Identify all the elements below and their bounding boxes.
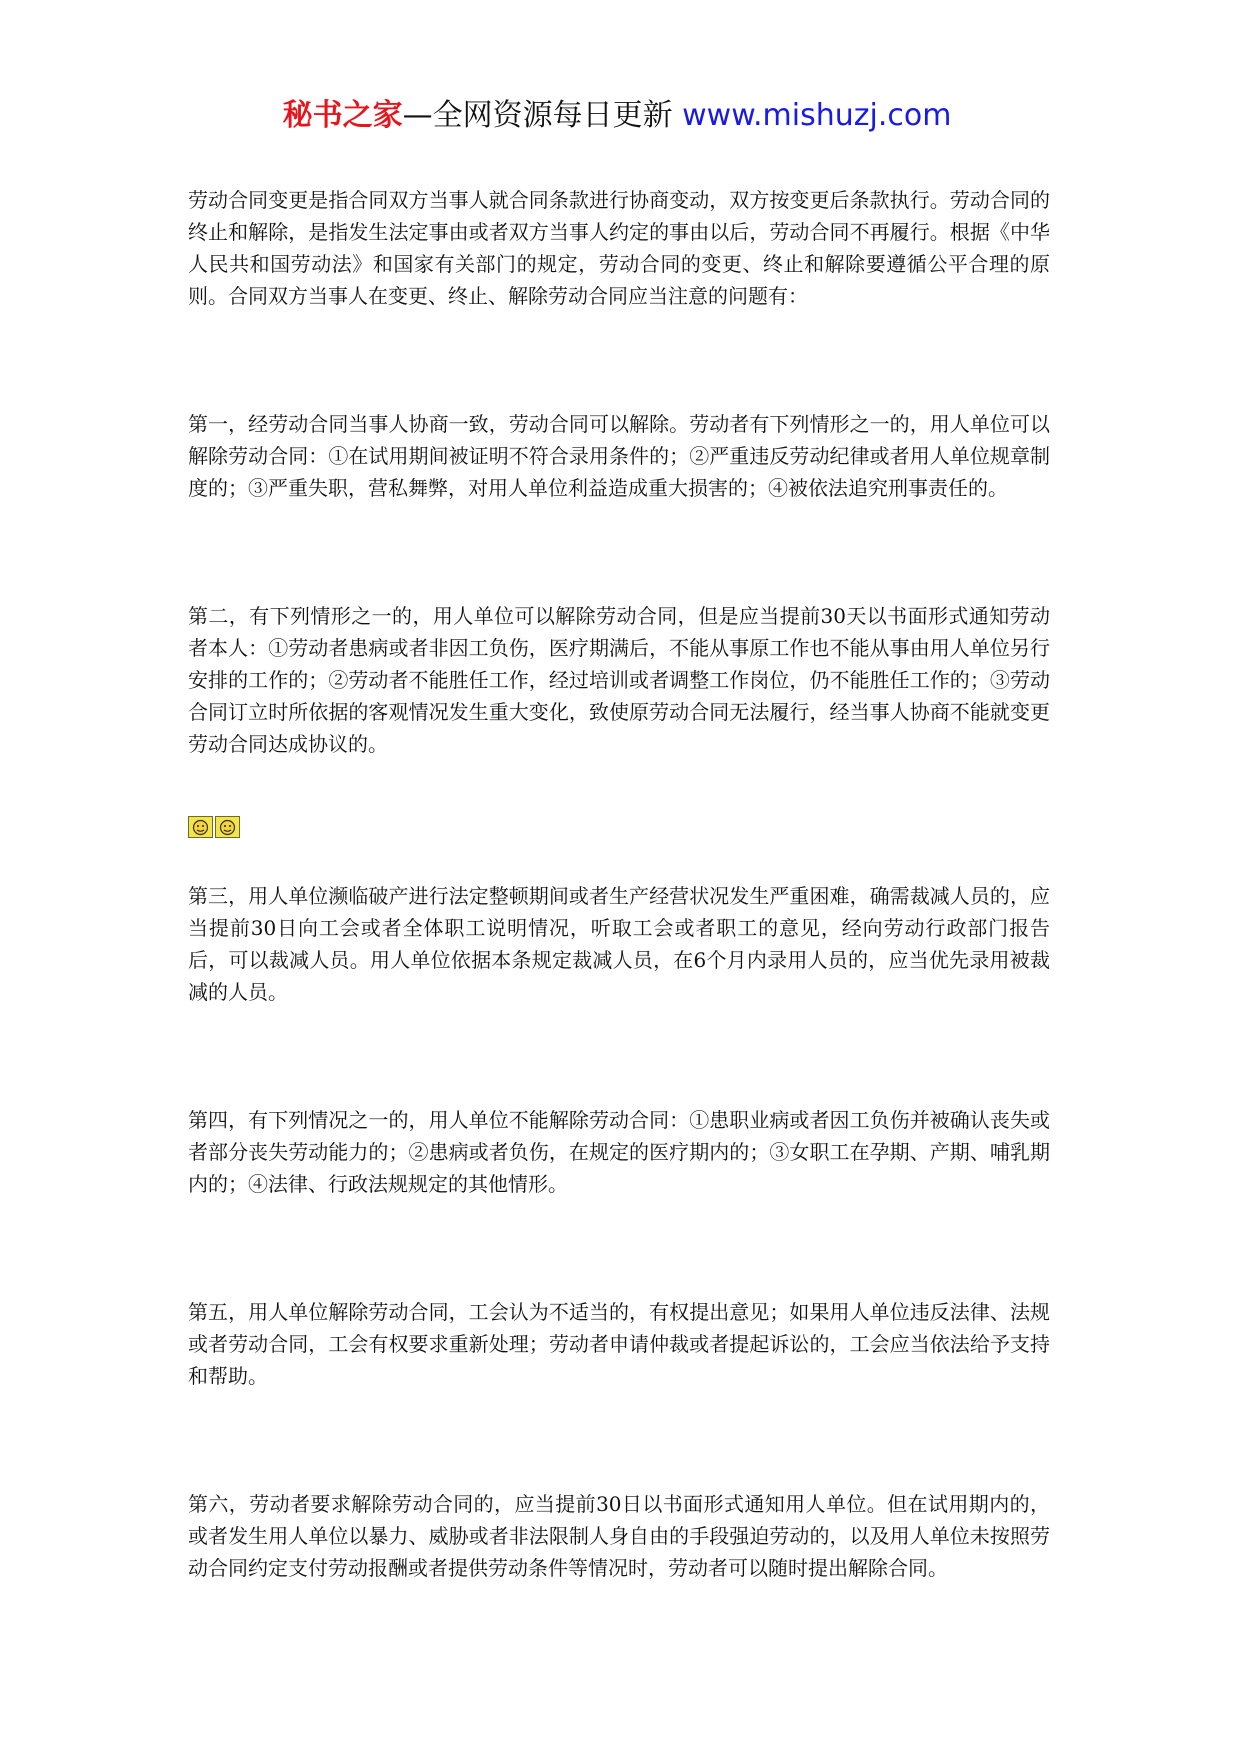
- emoji-icon-row: [188, 816, 1050, 840]
- intro-paragraph: 劳动合同变更是指合同双方当事人就合同条款进行协商变动，双方按变更后条款执行。劳动合同的终止和解除，是指发生法定事由或者双方当事人约定的事由以后，劳动合同不再履行。根据《中华人民共和国劳动法》和国家有关部门的规定，劳动合同的变更、终止和解除要遵循公平合理的原则。合同双方当事人在变更、终止、解除劳动合同应当注意的问题有：: [188, 188, 1050, 308]
- clause-1-paragraph: 第一，经劳动合同当事人协商一致，劳动合同可以解除。劳动者有下列情形之一的，用人单位可以解除劳动合同：①在试用期间被证明不符合录用条件的；②严重违反劳动纪律或者用人单位规章制度的；③严重失职，营私舞弊，对用人单位利益造成重大损害的；④被依法追究刑事责任的。: [188, 412, 1050, 500]
- clause-4-paragraph: 第四，有下列情况之一的，用人单位不能解除劳动合同：①患职业病或者因工负伤并被确认丧失或者部分丧失劳动能力的；②患病或者负伤，在规定的医疗期内的；③女职工在孕期、产期、哺乳期内的；④法律、行政法规规定的其他情形。: [188, 1108, 1050, 1196]
- emoji-icon: [215, 816, 240, 838]
- clause-5-paragraph: 第五，用人单位解除劳动合同，工会认为不适当的，有权提出意见；如果用人单位违反法律、法规或者劳动合同，工会有权要求重新处理；劳动者申请仲裁或者提起诉讼的，工会应当依法给予支持和帮助。: [188, 1300, 1050, 1388]
- header-slogan: —全网资源每日更新: [402, 98, 673, 133]
- brand-name: 秘书之家: [282, 98, 403, 133]
- clause-2-paragraph: 第二，有下列情形之一的，用人单位可以解除劳动合同，但是应当提前30天以书面形式通知劳动者本人：①劳动者患病或者非因工负伤，医疗期满后，不能从事原工作也不能从事由用人单位另行安排的工作的；②劳动者不能胜任工作，经过培训或者调整工作岗位，仍不能胜任工作的；③劳动合同订立时所依据的客观情况发生重大变化，致使原劳动合同无法履行，经当事人协商不能就变更劳动合同达成协议的。: [188, 604, 1050, 756]
- site-url-link[interactable]: www.mishuzj.com: [682, 98, 952, 133]
- clause-3-paragraph: 第三，用人单位濒临破产进行法定整顿期间或者生产经营状况发生严重困难，确需裁减人员的，应当提前30日向工会或者全体职工说明情况，听取工会或者职工的意见，经向劳动行政部门报告后，可以裁减人员。用人单位依据本条规定裁减人员，在6个月内录用人员的，应当优先录用被裁减的人员。: [188, 884, 1050, 1004]
- document-body: [188, 184, 1050, 1680]
- clause-6-paragraph: 第六，劳动者要求解除劳动合同的，应当提前30日以书面形式通知用人单位。但在试用期内的，或者发生用人单位以暴力、威胁或者非法限制人身自由的手段强迫劳动的，以及用人单位未按照劳动合同约定支付劳动报酬或者提供劳动条件等情况时，劳动者可以随时提出解除合同。: [188, 1492, 1050, 1580]
- emoji-icon: [188, 816, 213, 838]
- site-header: [0, 96, 1234, 136]
